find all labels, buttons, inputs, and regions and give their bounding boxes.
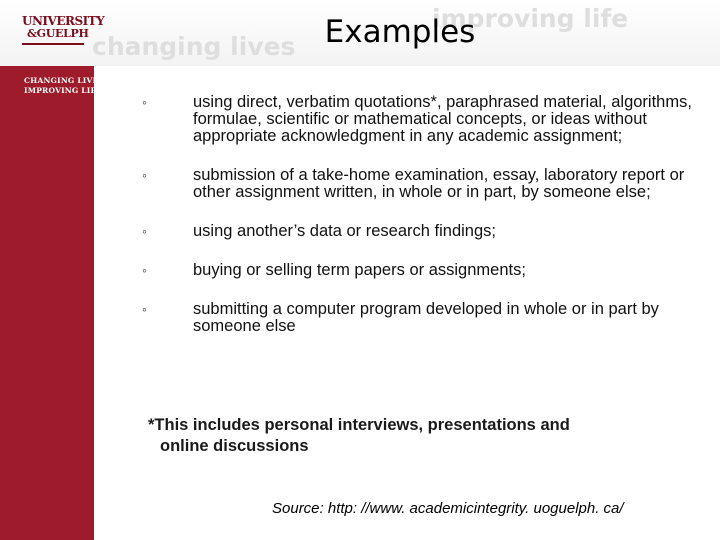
bullet-item xyxy=(140,167,715,201)
footnote-line-2: online discussions xyxy=(160,437,309,455)
footnote-line-1: *This includes personal interviews, presentations and xyxy=(148,416,570,434)
bullet-text: submitting a computer program developed in whole or in part by someone else xyxy=(193,300,659,335)
bullet-item xyxy=(140,301,715,335)
logo-line-1: UNIVERSITY xyxy=(22,14,105,28)
tagline-line-1: CHANGING LIVES xyxy=(24,76,105,85)
bullet-icon: ◦ xyxy=(142,94,147,110)
bullet-item xyxy=(140,223,715,240)
bullet-list xyxy=(140,94,715,357)
header-banner xyxy=(0,0,720,66)
bullet-text: buying or selling term papers or assignments; xyxy=(193,261,526,279)
bullet-item xyxy=(140,262,715,279)
bullet-icon: ◦ xyxy=(142,262,147,278)
footnote xyxy=(148,415,648,457)
source-citation: Source: http: //www. academicintegrity. uoguelph. ca/ xyxy=(272,500,624,517)
bullet-icon: ◦ xyxy=(142,223,147,239)
bullet-text: using direct, verbatim quotations*, paraphrased material, algorithms, formulae, scientific or mathematical concepts, or ideas without appropriate acknowledgment in any academic assignment; xyxy=(193,93,692,145)
bullet-icon: ◦ xyxy=(142,167,147,183)
logo-underline xyxy=(22,43,84,45)
logo-line-2: &GUELPH xyxy=(27,27,89,40)
university-logo xyxy=(22,14,105,50)
bullet-text: using another’s data or research findings; xyxy=(193,222,496,240)
slide-title: Examples xyxy=(324,14,476,50)
watermark-changing-lives: changing lives xyxy=(92,32,296,61)
sidebar-bar xyxy=(0,66,94,540)
bullet-icon: ◦ xyxy=(142,301,147,317)
watermark-improving-life: improving life xyxy=(432,4,629,33)
bullet-item xyxy=(140,94,715,145)
tagline-line-2: IMPROVING LIFE xyxy=(24,86,102,95)
sidebar-tagline xyxy=(24,76,104,96)
bullet-text: submission of a take-home examination, essay, laboratory report or other assignment written, in whole or in part, by someone else; xyxy=(193,166,685,201)
